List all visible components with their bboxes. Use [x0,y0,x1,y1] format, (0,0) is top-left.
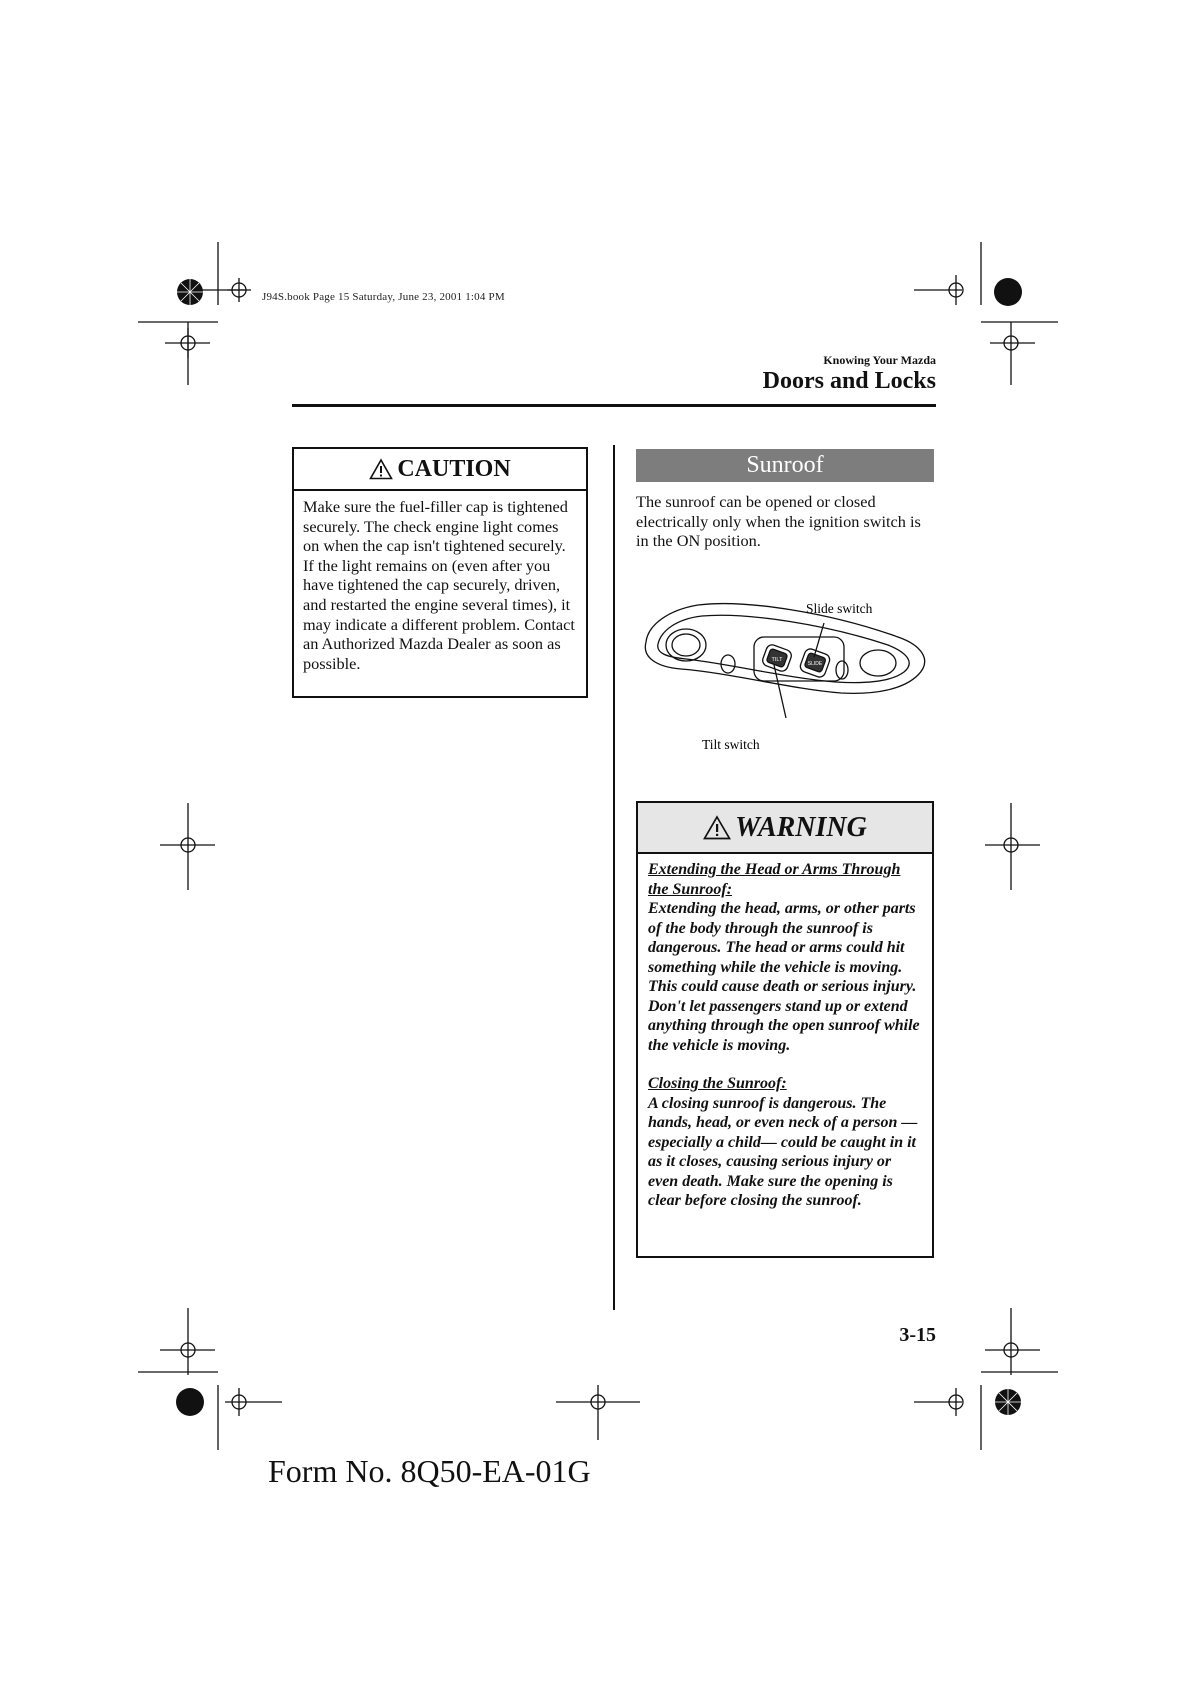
warning-text-extending: Extending the head, arms, or other parts of the body through the sunroof is dangerous. The head or arms could hit something while the vehicle is moving. This could cause death or serious injury. Don't let passengers stand up or extend anything through the open sunroof while the vehicle is moving. [648,900,920,1054]
sunroof-heading: Sunroof [636,449,934,482]
warning-text-closing: A closing sunroof is dangerous. The hands, head, or even neck of a person —especially a child— could be caught in it as it closes, causing serious injury or even death. Make sure the opening is clear before closing the sunroof. [648,1094,918,1209]
warning-triangle-icon [703,815,731,840]
book-info: J94S.book Page 15 Saturday, June 23, 2001 1:04 PM [262,291,505,303]
caution-header [294,449,586,491]
sunroof-switch-illustration [636,585,936,760]
column-divider [613,445,615,1310]
chapter-title: Doors and Locks [762,368,936,394]
caution-label: CAUTION [397,455,511,482]
tilt-button-label: TILT [771,657,783,663]
form-number: Form No. 8Q50-EA-01G [268,1453,591,1489]
slide-button-label: SLIDE [807,661,823,667]
header-rule [292,404,936,407]
warning-triangle-icon [369,458,393,480]
warning-title-extending: Extending the Head or Arms Through the Sunroof: [648,861,901,898]
warning-title-closing: Closing the Sunroof: [648,1075,787,1092]
section-title: Knowing Your Mazda [823,353,936,367]
slide-switch-label: Slide switch [806,601,873,616]
warning-header [638,803,932,854]
page-number: 3-15 [899,1324,936,1346]
warning-content [638,854,932,1217]
caution-text: Make sure the fuel-filler cap is tightened securely. The check engine light comes on when the cap isn't tightened securely. If the light remains on (even after you have tightened the cap securely, driven, and restarted the engine several times), it may indicate a different problem. Contact an Authorized Mazda Dealer as soon as possible. [303,497,575,673]
warning-box [636,801,934,1258]
tilt-switch-label: Tilt switch [702,737,760,752]
warning-label: WARNING [735,811,867,843]
caution-box [292,447,588,698]
sunroof-intro: The sunroof can be opened or closed electrically only when the ignition switch is in the ON position. [636,492,921,551]
